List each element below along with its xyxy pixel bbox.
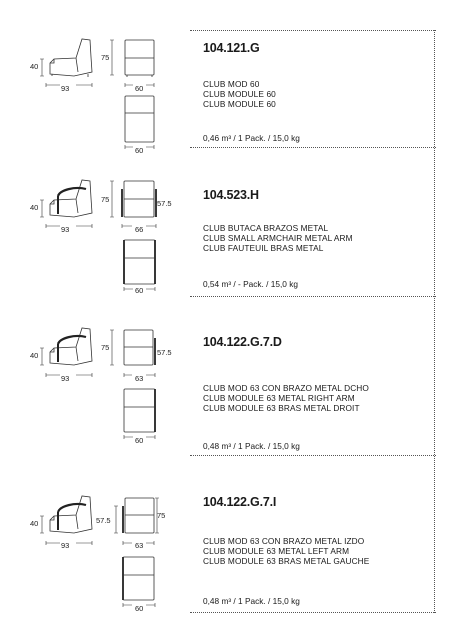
product-code: 104.122.G.7.I [203, 495, 277, 509]
dim-depth: 93 [61, 84, 70, 93]
top-view-drawing [124, 240, 155, 284]
dim-seat-height: 40 [30, 351, 39, 360]
product-name-fr: CLUB MODULE 63 BRAS METAL DROIT [203, 403, 360, 413]
product-code: 104.523.H [203, 188, 259, 202]
dim-depth: 93 [61, 374, 70, 383]
top-view-drawing [123, 557, 154, 600]
dim-top-width: 60 [135, 604, 144, 613]
product-name-es: CLUB MOD 63 CON BRAZO METAL DCHO [203, 383, 369, 393]
dim-height: 75 [157, 511, 166, 520]
dim-height: 75 [101, 195, 110, 204]
product-name-fr: CLUB FAUTEUIL BRAS METAL [203, 243, 324, 253]
dim-front-width: 66 [135, 225, 144, 234]
front-view-drawing [124, 330, 155, 365]
pack-info: 0,54 m³ / - Pack. / 15,0 kg [203, 279, 298, 289]
dim-seat-height: 40 [30, 62, 39, 71]
dimension-lines [40, 40, 154, 149]
side-view-drawing [50, 328, 92, 365]
product-name-es: CLUB MOD 60 [203, 79, 260, 89]
dim-top-width: 60 [135, 146, 144, 155]
front-view-drawing [123, 498, 154, 533]
product-code: 104.121.G [203, 41, 260, 55]
dim-top-width: 60 [135, 286, 144, 295]
product-name-es: CLUB BUTACA BRAZOS METAL [203, 223, 329, 233]
top-view-drawing [124, 389, 155, 432]
pack-info: 0,46 m³ / 1 Pack. / 15,0 kg [203, 133, 300, 143]
dim-seat-height: 40 [30, 519, 39, 528]
dim-height: 75 [101, 53, 110, 62]
side-view-drawing [50, 496, 92, 533]
product-name-en: CLUB MODULE 60 [203, 89, 276, 99]
dim-arm-height: 57.5 [157, 199, 172, 208]
pack-info: 0,48 m³ / 1 Pack. / 15,0 kg [203, 596, 300, 606]
dim-arm-height: 57.5 [96, 516, 111, 525]
product-name-fr: CLUB MODULE 63 BRAS METAL GAUCHE [203, 556, 370, 566]
dim-seat-height: 40 [30, 203, 39, 212]
product-name-en: CLUB MODULE 63 METAL RIGHT ARM [203, 393, 355, 403]
dim-depth: 93 [61, 541, 70, 550]
product-name-fr: CLUB MODULE 60 [203, 99, 276, 109]
top-view-drawing [125, 96, 154, 142]
product-name-es: CLUB MOD 63 CON BRAZO METAL IZDO [203, 536, 365, 546]
dim-top-width: 60 [135, 436, 144, 445]
product-name-en: CLUB MODULE 63 METAL LEFT ARM [203, 546, 350, 556]
product-name-en: CLUB SMALL ARMCHAIR METAL ARM [203, 233, 353, 243]
dim-arm-height: 57.5 [157, 348, 172, 357]
pack-info: 0,48 m³ / 1 Pack. / 15,0 kg [203, 441, 300, 451]
product-code: 104.122.G.7.D [203, 335, 282, 349]
side-view-drawing [50, 180, 92, 217]
dim-front-width: 60 [135, 84, 144, 93]
dim-front-width: 63 [135, 374, 144, 383]
side-view-drawing [50, 39, 92, 77]
front-view-drawing [125, 40, 154, 77]
dim-height: 75 [101, 343, 110, 352]
dim-depth: 93 [61, 225, 70, 234]
front-view-drawing [122, 181, 156, 217]
dim-front-width: 63 [135, 541, 144, 550]
